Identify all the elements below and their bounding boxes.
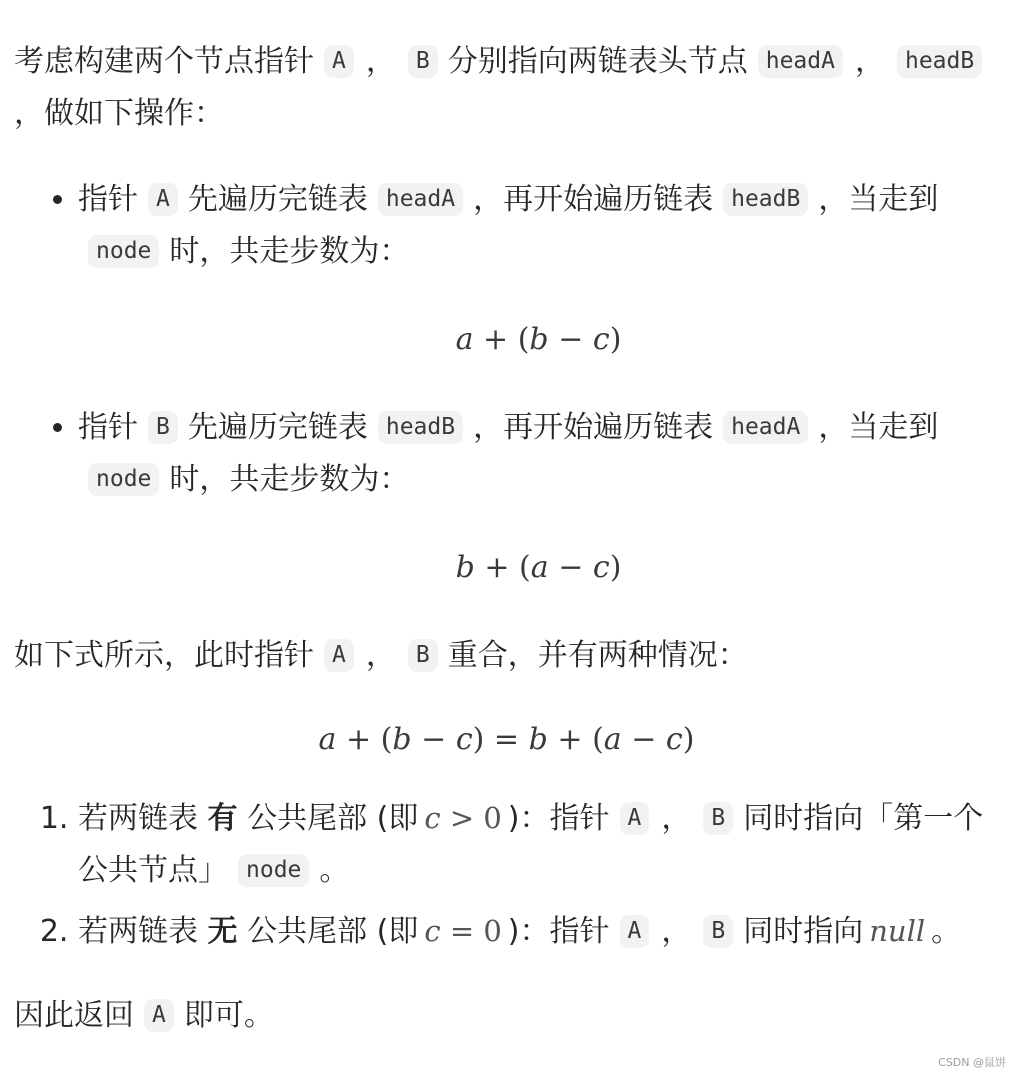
math-formula-b: b + (a − c) — [455, 550, 622, 585]
bullet-item — [78, 174, 999, 366]
conclusion-text-1: 因此返回 — [14, 998, 134, 1033]
item-text: )：指针 — [507, 801, 610, 836]
item-text: )：指针 — [507, 914, 610, 949]
code-pointer-b: B — [703, 915, 733, 948]
code-node: node — [238, 854, 309, 887]
condition-text-1: 如下式所示，此时指针 — [14, 638, 314, 673]
bold-text: 有 — [207, 801, 238, 836]
intro-text-2: 分别指向两链表头节点 — [447, 44, 748, 79]
bullet-text: ，当走到 — [818, 182, 939, 217]
condition-paragraph — [14, 630, 999, 682]
code-heada: headA — [378, 183, 463, 216]
inline-math-null: null — [869, 914, 926, 948]
item-text: 同时指向 — [743, 914, 864, 949]
bullet-text: 指针 — [78, 410, 138, 445]
intro-text-1: 考虑构建两个节点指针 — [14, 44, 314, 79]
bullet-text: 指针 — [78, 182, 138, 217]
bullet-text: 时，共走步数为： — [169, 462, 410, 497]
item-text: 同时指向「第一个公共节点」 — [78, 801, 984, 888]
watermark: CSDN @鼠饼 — [938, 1056, 1006, 1069]
code-pointer-b: B — [703, 802, 733, 835]
bullet-text: 先遍历完链表 — [187, 410, 368, 445]
code-pointer-a: A — [148, 183, 178, 216]
separator: ， — [365, 44, 396, 79]
code-heada: headA — [758, 45, 843, 78]
bullet-text: ，再开始遍历链表 — [473, 410, 714, 445]
bullet-text: ，当走到 — [818, 410, 939, 445]
bullet-item — [78, 402, 999, 594]
item-text: 若两链表 — [78, 801, 198, 836]
code-pointer-b: B — [148, 411, 178, 444]
code-pointer-a: A — [324, 639, 354, 672]
condition-text-2: 重合，并有两种情况： — [447, 638, 748, 673]
code-pointer-a: A — [144, 999, 174, 1032]
code-pointer-a: A — [620, 802, 650, 835]
separator: ， — [365, 638, 396, 673]
numbered-item — [78, 905, 999, 958]
intro-paragraph — [14, 36, 999, 140]
item-text: 若两链表 — [78, 914, 198, 949]
inline-math: c > 0 — [424, 801, 502, 835]
math-equation: a + (b − c) = b + (a − c) — [318, 722, 695, 757]
conclusion-paragraph — [14, 990, 999, 1042]
code-node: node — [88, 235, 159, 268]
code-pointer-b: B — [408, 45, 438, 78]
bullet-text: 先遍历完链表 — [187, 182, 368, 217]
separator: ， — [661, 801, 692, 836]
bold-text: 无 — [207, 914, 238, 949]
bullet-text: ，再开始遍历链表 — [473, 182, 714, 217]
conclusion-text-2: 即可。 — [183, 998, 274, 1033]
code-headb: headB — [897, 45, 982, 78]
bullet-text: 时，共走步数为： — [169, 234, 410, 269]
item-text: 。 — [931, 914, 962, 949]
code-heada: headA — [723, 411, 808, 444]
intro-text-3: ，做如下操作： — [14, 96, 224, 131]
numbered-item — [78, 792, 999, 897]
math-formula-a: a + (b − c) — [455, 322, 622, 357]
separator: ， — [854, 44, 885, 79]
item-text: 。 — [319, 853, 350, 888]
code-node: node — [88, 463, 159, 496]
item-text: 公共尾部 (即 — [247, 801, 419, 836]
code-pointer-b: B — [408, 639, 438, 672]
separator: ， — [661, 914, 692, 949]
code-pointer-a: A — [324, 45, 354, 78]
item-text: 公共尾部 (即 — [247, 914, 419, 949]
numbered-list — [14, 792, 999, 958]
code-headb: headB — [378, 411, 463, 444]
bullet-list — [14, 174, 999, 594]
inline-math: c = 0 — [424, 914, 502, 948]
code-headb: headB — [723, 183, 808, 216]
code-pointer-a: A — [620, 915, 650, 948]
article-content — [14, 36, 999, 1042]
